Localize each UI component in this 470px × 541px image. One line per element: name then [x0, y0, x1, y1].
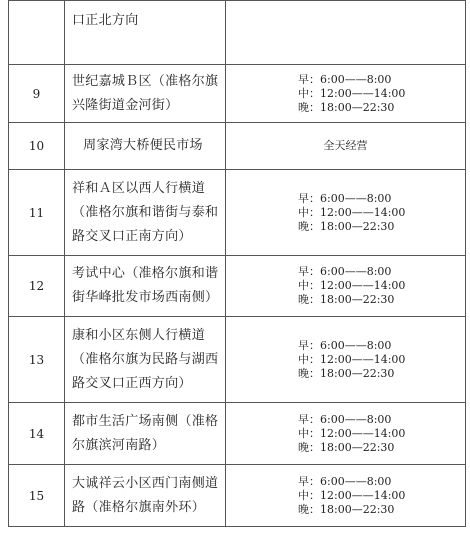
location-cell: 大诚祥云小区西门南侧道路（准格尔旗南外环）	[65, 465, 226, 527]
hours-cell	[226, 317, 466, 403]
hours-cell: 全天经营	[226, 123, 466, 170]
table-row	[9, 1, 466, 65]
row-number: 9	[9, 65, 65, 123]
schedule-table	[8, 0, 466, 527]
row-number: 13	[9, 317, 65, 403]
morning-hours: 早：6:00——8:00	[298, 412, 392, 426]
noon-hours: 中：12:00——14:00	[298, 352, 406, 366]
row-number: 10	[9, 123, 65, 170]
location-cell: 祥和Ａ区以西人行横道（准格尔旗和谐街与泰和路交叉口正南方向）	[65, 170, 226, 256]
noon-hours: 中：12:00——14:00	[298, 86, 406, 100]
evening-hours: 晚：18:00—22:30	[298, 219, 395, 233]
evening-hours: 晚：18:00—22:30	[298, 366, 395, 380]
morning-hours: 早：6:00——8:00	[298, 72, 392, 86]
location-cell: 康和小区东侧人行横道（准格尔旗为民路与湖西路交叉口正西方向）	[65, 317, 226, 403]
location-cell: 考试中心（准格尔旗和谐街华峰批发市场西南侧）	[65, 256, 226, 317]
morning-hours: 早：6:00——8:00	[298, 191, 392, 205]
evening-hours: 晚：18:00—22:30	[298, 502, 395, 516]
table-row	[9, 403, 466, 465]
location-cell: 都市生活广场南侧（准格尔旗滨河南路）	[65, 403, 226, 465]
hours-cell	[226, 256, 466, 317]
row-number: 12	[9, 256, 65, 317]
morning-hours: 早：6:00——8:00	[298, 474, 392, 488]
table-row	[9, 65, 466, 123]
row-number: 14	[9, 403, 65, 465]
location-cell: 口正北方向	[65, 1, 226, 65]
row-number: 15	[9, 465, 65, 527]
evening-hours: 晚：18:00—22:30	[298, 293, 395, 306]
table-row	[9, 465, 466, 527]
location-cell: 世纪嘉城Ｂ区（准格尔旗兴隆街道金河街）	[65, 65, 226, 123]
location-cell: 周家湾大桥便民市场	[65, 123, 226, 170]
noon-hours: 中：12:00——14:00	[298, 488, 406, 502]
morning-hours: 早：6:00——8:00	[298, 265, 392, 278]
table-row	[9, 256, 466, 317]
morning-hours: 早：6:00——8:00	[298, 338, 392, 352]
hours-cell	[226, 403, 466, 465]
hours-cell	[226, 170, 466, 256]
noon-hours: 中：12:00——14:00	[298, 279, 406, 292]
evening-hours: 晚：18:00—22:30	[298, 100, 395, 114]
table-row	[9, 170, 466, 256]
hours-cell	[226, 465, 466, 527]
hours-cell	[226, 65, 466, 123]
row-number	[9, 1, 65, 65]
table-row	[9, 317, 466, 403]
hours-cell	[226, 1, 466, 65]
table-row	[9, 123, 466, 170]
evening-hours: 晚：18:00—22:30	[298, 440, 395, 454]
row-number: 11	[9, 170, 65, 256]
noon-hours: 中：12:00——14:00	[298, 426, 406, 440]
noon-hours: 中：12:00——14:00	[298, 205, 406, 219]
